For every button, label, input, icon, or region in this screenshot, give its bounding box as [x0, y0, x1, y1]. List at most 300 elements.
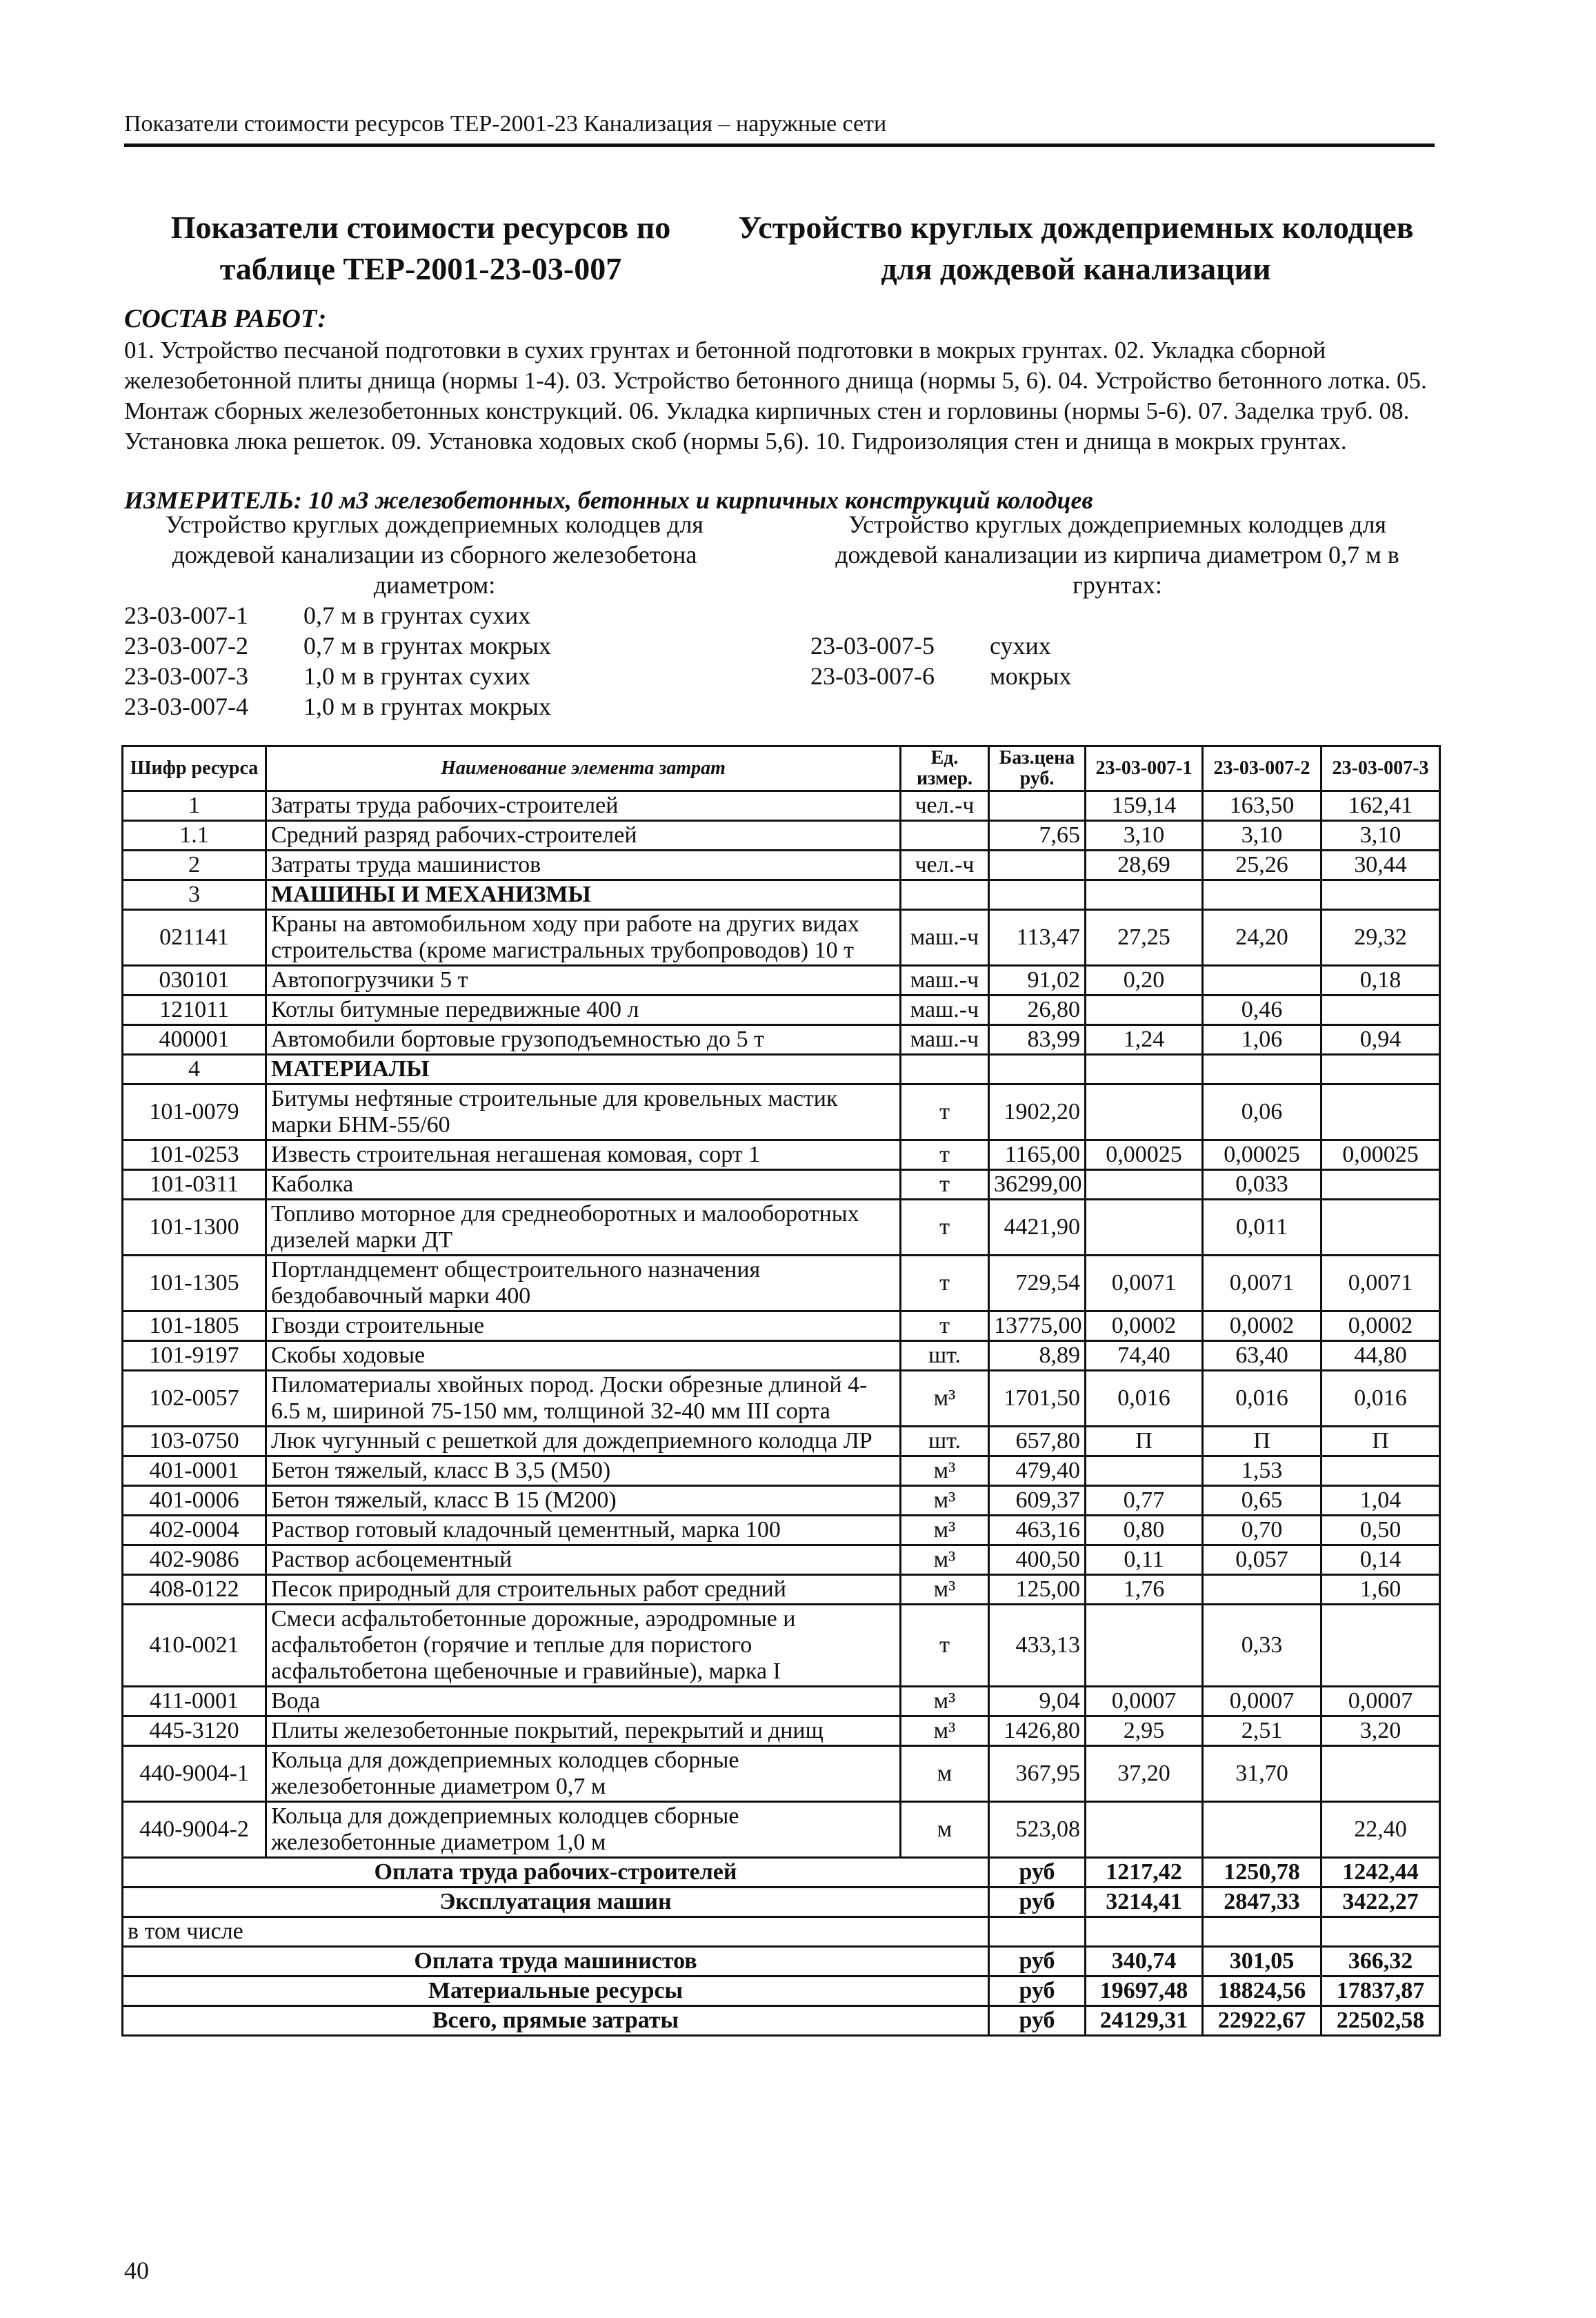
summary-norm-2-cell: 301,05	[1203, 1947, 1321, 1977]
norm-1-value-cell	[1086, 1200, 1203, 1256]
base-price-cell: 1165,00	[989, 1140, 1086, 1170]
resource-code-cell: 101-0079	[123, 1084, 266, 1140]
summary-row	[123, 1947, 1440, 1977]
resource-code-cell: 103-0750	[123, 1427, 266, 1456]
norm-3-value-cell: 22,40	[1321, 1802, 1440, 1858]
norm-3-value-cell: 1,04	[1321, 1486, 1440, 1516]
norm-code: 23-03-007-2	[124, 632, 248, 660]
resource-name-cell: Раствор асбоцементный	[266, 1545, 901, 1575]
unit-cell	[901, 821, 989, 851]
resource-code-cell: 021141	[123, 910, 266, 966]
resource-name-cell: Кольца для дождеприемных колодцев сборные железобетонные диаметром 1,0 м	[266, 1802, 901, 1858]
table-row	[123, 1200, 1440, 1256]
resource-code-cell: 400001	[123, 1025, 266, 1055]
norm-1-value-cell: 74,40	[1086, 1341, 1203, 1371]
table-row	[123, 1687, 1440, 1716]
base-price-cell: 400,50	[989, 1545, 1086, 1575]
base-price-cell: 433,13	[989, 1605, 1086, 1687]
resource-code-cell: 401-0006	[123, 1486, 266, 1516]
norm-code: 23-03-007-4	[124, 693, 248, 720]
unit-cell: шт.	[901, 1341, 989, 1371]
unit-cell	[901, 1055, 989, 1084]
base-price-cell	[989, 791, 1086, 821]
unit-cell: маш.-ч	[901, 910, 989, 966]
resource-name-cell: Автопогрузчики 5 т	[266, 966, 901, 995]
work-composition-text: 01. Устройство песчаной подготовки в сухих грунтах и бетонной подготовки в мокрых грунтах. 02. Укладка сборной железобетонной плиты днища (нормы 1-4). 03. Устройство бетонного днища (нормы 5, 6). 04. Устройство бетонного лотка. 05. Монтаж сборных железобетонных конструкций. 06. Укладка кирпичных стен и горловины (нормы 5-6). 07. Заделка труб. 08. Установка люка решеток. 09. Установка ходовых скоб (нормы 5,6). 10. Гидроизоляция стен и днища в мокрых грунтах.	[124, 337, 1427, 455]
norm-1-value-cell	[1086, 995, 1203, 1025]
unit-cell: м³	[901, 1575, 989, 1605]
norm-3-value-cell: 3,20	[1321, 1716, 1440, 1746]
norm-3-value-cell	[1321, 880, 1440, 910]
header-rule	[124, 143, 1435, 147]
norm-2-value-cell: 0,0002	[1203, 1311, 1321, 1341]
norm-2-value-cell	[1203, 966, 1321, 995]
summary-norm-2-cell: 2847,33	[1203, 1888, 1321, 1917]
norm-2-value-cell: 0,65	[1203, 1486, 1321, 1516]
base-price-cell: 1902,20	[989, 1084, 1086, 1140]
norm-1-value-cell: 27,25	[1086, 910, 1203, 966]
unit-cell: м³	[901, 1371, 989, 1427]
summary-unit-cell: руб	[989, 2006, 1086, 2036]
norm-2-value-cell: 0,011	[1203, 1200, 1321, 1256]
resource-name-cell: МАТЕРИАЛЫ	[266, 1055, 901, 1084]
norm-code-list-left	[124, 600, 551, 722]
norm-1-value-cell	[1086, 1055, 1203, 1084]
norm-3-value-cell: 0,0002	[1321, 1311, 1440, 1341]
resource-code-cell: 1.1	[123, 821, 266, 851]
norm-2-value-cell: 0,33	[1203, 1605, 1321, 1687]
norm-1-value-cell: 3,10	[1086, 821, 1203, 851]
header-code: Шифр ресурса	[123, 746, 266, 791]
norm-2-value-cell: П	[1203, 1427, 1321, 1456]
header-name: Наименование элемента затрат	[266, 746, 901, 791]
resource-name-cell: МАШИНЫ И МЕХАНИЗМЫ	[266, 880, 901, 910]
norm-2-value-cell: 1,06	[1203, 1025, 1321, 1055]
base-price-cell: 26,80	[989, 995, 1086, 1025]
resource-code-cell: 440-9004-2	[123, 1802, 266, 1858]
resource-name-cell: Портландцемент общестроительного назначения бездобавочный марки 400	[266, 1256, 901, 1311]
unit-cell: м³	[901, 1486, 989, 1516]
norm-1-value-cell	[1086, 1084, 1203, 1140]
unit-cell: м³	[901, 1516, 989, 1545]
summary-label-cell: Эксплуатация машин	[123, 1888, 989, 1917]
resource-code-cell: 101-0311	[123, 1170, 266, 1200]
norm-3-value-cell: 0,016	[1321, 1371, 1440, 1427]
resource-name-cell: Известь строительная негашеная комовая, сорт 1	[266, 1140, 901, 1170]
base-price-cell: 657,80	[989, 1427, 1086, 1456]
norm-description: мокрых	[990, 662, 1072, 690]
table-row	[123, 1716, 1440, 1746]
table-body	[123, 791, 1440, 2036]
base-price-cell	[989, 880, 1086, 910]
resource-name-cell: Песок природный для строительных работ средний	[266, 1575, 901, 1605]
base-price-cell: 609,37	[989, 1486, 1086, 1516]
resource-code-cell: 1	[123, 791, 266, 821]
norm-code: 23-03-007-5	[810, 632, 935, 660]
resource-code-cell: 101-1305	[123, 1256, 266, 1311]
summary-label-cell: Оплата труда машинистов	[123, 1947, 989, 1977]
unit-cell: т	[901, 1084, 989, 1140]
table-row	[123, 1575, 1440, 1605]
summary-unit-cell: руб	[989, 1947, 1086, 1977]
norm-3-value-cell	[1321, 1170, 1440, 1200]
summary-norm-1-cell	[1086, 1917, 1203, 1947]
base-price-cell: 7,65	[989, 821, 1086, 851]
table-row	[123, 995, 1440, 1025]
resource-code-cell: 121011	[123, 995, 266, 1025]
resource-code-cell: 408-0122	[123, 1575, 266, 1605]
resource-name-cell: Раствор готовый кладочный цементный, марка 100	[266, 1516, 901, 1545]
table-row	[123, 1486, 1440, 1516]
group-heading-brick: Устройство круглых дождеприемных колодцев для дождевой канализации из кирпича диаметром 0,7 м в грунтах:	[835, 511, 1399, 599]
base-price-cell: 367,95	[989, 1746, 1086, 1802]
norm-3-value-cell	[1321, 1605, 1440, 1687]
base-price-cell: 9,04	[989, 1687, 1086, 1716]
norm-3-value-cell	[1321, 1456, 1440, 1486]
norm-1-value-cell: 0,0071	[1086, 1256, 1203, 1311]
resource-name-cell: Автомобили бортовые грузоподъемностью до 5 т	[266, 1025, 901, 1055]
table-row	[123, 1746, 1440, 1802]
summary-label-cell: Оплата труда рабочих-строителей	[123, 1858, 989, 1888]
table-row	[123, 1605, 1440, 1687]
resource-name-cell: Средний разряд рабочих-строителей	[266, 821, 901, 851]
norm-3-value-cell: 162,41	[1321, 791, 1440, 821]
resource-code-cell: 3	[123, 880, 266, 910]
resource-name-cell: Битумы нефтяные строительные для кровельных мастик марки БНМ-55/60	[266, 1084, 901, 1140]
unit-cell: т	[901, 1140, 989, 1170]
norm-2-value-cell	[1203, 880, 1321, 910]
norm-2-value-cell	[1203, 1055, 1321, 1084]
norm-code: 23-03-007-6	[810, 662, 935, 690]
summary-norm-3-cell: 3422,27	[1321, 1888, 1440, 1917]
table-row	[123, 1371, 1440, 1427]
header-unit: Ед. измер.	[901, 746, 989, 791]
unit-cell: м³	[901, 1687, 989, 1716]
unit-cell: маш.-ч	[901, 1025, 989, 1055]
summary-norm-1-cell: 340,74	[1086, 1947, 1203, 1977]
document-subtitle: Устройство круглых дождеприемных колодцев для дождевой канализации	[738, 210, 1414, 286]
summary-label-cell: в том числе	[123, 1917, 989, 1947]
summary-norm-1-cell: 24129,31	[1086, 2006, 1203, 2036]
base-price-cell: 729,54	[989, 1256, 1086, 1311]
norm-1-value-cell: П	[1086, 1427, 1203, 1456]
table-row	[123, 1456, 1440, 1486]
norm-1-value-cell	[1086, 880, 1203, 910]
table-row	[123, 821, 1440, 851]
table-row	[123, 791, 1440, 821]
table-row	[123, 1140, 1440, 1170]
summary-norm-1-cell: 19697,48	[1086, 1977, 1203, 2006]
table-row	[123, 1170, 1440, 1200]
resource-name-cell: Пиломатериалы хвойных пород. Доски обрезные длиной 4-6.5 м, шириной 75-150 мм, толщиной 32-40 мм III сорта	[266, 1371, 901, 1427]
norm-2-value-cell	[1203, 1575, 1321, 1605]
summary-norm-2-cell: 1250,78	[1203, 1858, 1321, 1888]
resource-code-cell: 2	[123, 851, 266, 880]
header-col-3: 23-03-007-3	[1321, 746, 1440, 791]
group-heading-precast: Устройство круглых дождеприемных колодцев для дождевой канализации из сборного железобетона диаметром:	[166, 511, 704, 599]
unit-cell: м	[901, 1802, 989, 1858]
unit-cell: т	[901, 1200, 989, 1256]
norm-2-value-cell: 0,016	[1203, 1371, 1321, 1427]
norm-2-value-cell: 1,53	[1203, 1456, 1321, 1486]
resource-name-cell: Смеси асфальтобетонные дорожные, аэродромные и асфальтобетон (горячие и теплые для пористого асфальтобетона щебеночные и гравийные), марка I	[266, 1605, 901, 1687]
norm-code-row	[124, 600, 551, 631]
summary-label-cell: Всего, прямые затраты	[123, 2006, 989, 2036]
table-row	[123, 910, 1440, 966]
norm-3-value-cell: 44,80	[1321, 1341, 1440, 1371]
base-price-cell: 479,40	[989, 1456, 1086, 1486]
norm-3-value-cell: 0,00025	[1321, 1140, 1440, 1170]
norm-2-value-cell: 2,51	[1203, 1716, 1321, 1746]
norm-3-value-cell: 3,10	[1321, 821, 1440, 851]
norm-2-value-cell: 0,0007	[1203, 1687, 1321, 1716]
measurement-unit-line: ИЗМЕРИТЕЛЬ: 10 м3 железобетонных, бетонных и кирпичных конструкций колодцев	[124, 486, 1093, 514]
norm-code-row	[124, 631, 551, 661]
page-number: 40	[124, 2257, 149, 2284]
norm-3-value-cell	[1321, 1746, 1440, 1802]
norm-1-value-cell: 28,69	[1086, 851, 1203, 880]
norm-code-row	[124, 661, 551, 691]
norm-2-value-cell: 0,057	[1203, 1545, 1321, 1575]
base-price-cell: 83,99	[989, 1025, 1086, 1055]
unit-cell: т	[901, 1170, 989, 1200]
resource-name-cell: Краны на автомобильном ходу при работе на других видах строительства (кроме магистральных трубопроводов) 10 т	[266, 910, 901, 966]
summary-label-cell: Материальные ресурсы	[123, 1977, 989, 2006]
base-price-cell: 1426,80	[989, 1716, 1086, 1746]
resource-name-cell: Затраты труда машинистов	[266, 851, 901, 880]
base-price-cell: 8,89	[989, 1341, 1086, 1371]
resource-name-cell: Люк чугунный с решеткой для дождеприемного колодца ЛР	[266, 1427, 901, 1456]
table-row	[123, 1084, 1440, 1140]
resource-code-cell: 401-0001	[123, 1456, 266, 1486]
norm-description: сухих	[990, 632, 1051, 660]
norm-code: 23-03-007-3	[124, 662, 248, 690]
running-header: Показатели стоимости ресурсов ТЕР-2001-23 Канализация – наружные сети	[124, 111, 887, 137]
norm-2-value-cell: 31,70	[1203, 1746, 1321, 1802]
table-row	[123, 851, 1440, 880]
table-header-row	[123, 746, 1440, 791]
summary-row	[123, 2006, 1440, 2036]
resource-code-cell: 4	[123, 1055, 266, 1084]
norm-1-value-cell: 37,20	[1086, 1746, 1203, 1802]
table-row	[123, 1256, 1440, 1311]
resource-name-cell: Гвозди строительные	[266, 1311, 901, 1341]
resource-name-cell: Топливо моторное для среднеоборотных и малооборотных дизелей марки ДТ	[266, 1200, 901, 1256]
resource-cost-table	[121, 745, 1441, 2037]
norm-1-value-cell	[1086, 1456, 1203, 1486]
table-row	[123, 880, 1440, 910]
resource-code-cell: 440-9004-1	[123, 1746, 266, 1802]
norm-3-value-cell: 0,18	[1321, 966, 1440, 995]
work-composition-label: СОСТАВ РАБОТ:	[124, 304, 327, 333]
norm-3-value-cell: 1,60	[1321, 1575, 1440, 1605]
resource-code-cell: 102-0057	[123, 1371, 266, 1427]
unit-cell: м³	[901, 1456, 989, 1486]
summary-row	[123, 1858, 1440, 1888]
table-row	[123, 1545, 1440, 1575]
unit-cell: маш.-ч	[901, 995, 989, 1025]
resource-name-cell: Бетон тяжелый, класс В 15 (М200)	[266, 1486, 901, 1516]
summary-norm-2-cell	[1203, 1917, 1321, 1947]
resource-name-cell: Вода	[266, 1687, 901, 1716]
table-row	[123, 1311, 1440, 1341]
norm-2-value-cell: 0,0071	[1203, 1256, 1321, 1311]
unit-cell: м³	[901, 1716, 989, 1746]
summary-row	[123, 1917, 1440, 1947]
document-title: Показатели стоимости ресурсов по таблице ТЕР-2001-23-03-007	[170, 210, 671, 286]
norm-1-value-cell: 1,76	[1086, 1575, 1203, 1605]
summary-unit-cell: руб	[989, 1858, 1086, 1888]
norm-description: 0,7 м в грунтах сухих	[303, 602, 531, 629]
norm-3-value-cell: П	[1321, 1427, 1440, 1456]
norm-code-list-right	[810, 631, 1071, 691]
norm-2-value-cell: 163,50	[1203, 791, 1321, 821]
unit-cell: м	[901, 1746, 989, 1802]
norm-3-value-cell: 0,94	[1321, 1025, 1440, 1055]
summary-row	[123, 1977, 1440, 2006]
table-row	[123, 1341, 1440, 1371]
unit-cell: т	[901, 1311, 989, 1341]
norm-1-value-cell: 0,016	[1086, 1371, 1203, 1427]
summary-norm-3-cell: 17837,87	[1321, 1977, 1440, 2006]
base-price-cell: 91,02	[989, 966, 1086, 995]
summary-unit-cell: руб	[989, 1977, 1086, 2006]
unit-cell	[901, 880, 989, 910]
norm-1-value-cell: 1,24	[1086, 1025, 1203, 1055]
norm-1-value-cell	[1086, 1170, 1203, 1200]
header-col-1: 23-03-007-1	[1086, 746, 1203, 791]
resource-name-cell: Плиты железобетонные покрытий, перекрытий и днищ	[266, 1716, 901, 1746]
resource-code-cell: 101-1300	[123, 1200, 266, 1256]
norm-2-value-cell: 0,06	[1203, 1084, 1321, 1140]
base-price-cell	[989, 1055, 1086, 1084]
unit-cell: маш.-ч	[901, 966, 989, 995]
norm-1-value-cell: 0,20	[1086, 966, 1203, 995]
norm-2-value-cell: 63,40	[1203, 1341, 1321, 1371]
norm-code: 23-03-007-1	[124, 602, 248, 629]
resource-code-cell: 030101	[123, 966, 266, 995]
norm-description: 1,0 м в грунтах сухих	[303, 662, 531, 690]
norm-3-value-cell: 29,32	[1321, 910, 1440, 966]
norm-3-value-cell	[1321, 1055, 1440, 1084]
summary-norm-2-cell: 18824,56	[1203, 1977, 1321, 2006]
norm-code-row	[124, 691, 551, 722]
resource-code-cell: 445-3120	[123, 1716, 266, 1746]
resource-code-cell: 101-1805	[123, 1311, 266, 1341]
norm-2-value-cell: 24,20	[1203, 910, 1321, 966]
table-row	[123, 966, 1440, 995]
resource-name-cell: Котлы битумные передвижные 400 л	[266, 995, 901, 1025]
resource-name-cell: Скобы ходовые	[266, 1341, 901, 1371]
norm-1-value-cell: 0,77	[1086, 1486, 1203, 1516]
unit-cell: чел.-ч	[901, 791, 989, 821]
summary-unit-cell: руб	[989, 1888, 1086, 1917]
summary-unit-cell	[989, 1917, 1086, 1947]
norm-1-value-cell: 0,80	[1086, 1516, 1203, 1545]
norm-2-value-cell	[1203, 1802, 1321, 1858]
norm-2-value-cell: 3,10	[1203, 821, 1321, 851]
norm-3-value-cell: 0,0071	[1321, 1256, 1440, 1311]
table-row	[123, 1025, 1440, 1055]
norm-1-value-cell: 0,00025	[1086, 1140, 1203, 1170]
resource-code-cell: 101-0253	[123, 1140, 266, 1170]
norm-code-row	[810, 631, 1071, 661]
unit-cell: т	[901, 1256, 989, 1311]
norm-3-value-cell: 0,14	[1321, 1545, 1440, 1575]
unit-cell: чел.-ч	[901, 851, 989, 880]
base-price-cell: 463,16	[989, 1516, 1086, 1545]
header-col-2: 23-03-007-2	[1203, 746, 1321, 791]
base-price-cell: 1701,50	[989, 1371, 1086, 1427]
resource-code-cell: 411-0001	[123, 1687, 266, 1716]
unit-cell: шт.	[901, 1427, 989, 1456]
summary-norm-3-cell: 22502,58	[1321, 2006, 1440, 2036]
norm-code-row	[810, 661, 1071, 691]
base-price-cell: 13775,00	[989, 1311, 1086, 1341]
resource-code-cell: 402-0004	[123, 1516, 266, 1545]
norm-3-value-cell: 0,50	[1321, 1516, 1440, 1545]
resource-name-cell: Затраты труда рабочих-строителей	[266, 791, 901, 821]
norm-1-value-cell: 0,0007	[1086, 1687, 1203, 1716]
header-price: Баз.цена руб.	[989, 746, 1086, 791]
resource-code-cell: 402-9086	[123, 1545, 266, 1575]
norm-description: 0,7 м в грунтах мокрых	[303, 632, 551, 660]
table-row	[123, 1427, 1440, 1456]
resource-code-cell: 101-9197	[123, 1341, 266, 1371]
base-price-cell: 125,00	[989, 1575, 1086, 1605]
unit-cell: м³	[901, 1545, 989, 1575]
norm-1-value-cell: 2,95	[1086, 1716, 1203, 1746]
base-price-cell	[989, 851, 1086, 880]
norm-1-value-cell	[1086, 1605, 1203, 1687]
norm-3-value-cell	[1321, 1200, 1440, 1256]
base-price-cell: 4421,90	[989, 1200, 1086, 1256]
norm-3-value-cell: 0,0007	[1321, 1687, 1440, 1716]
norm-1-value-cell	[1086, 1802, 1203, 1858]
resource-name-cell: Кольца для дождеприемных колодцев сборные железобетонные диаметром 0,7 м	[266, 1746, 901, 1802]
summary-norm-1-cell: 3214,41	[1086, 1888, 1203, 1917]
summary-norm-1-cell: 1217,42	[1086, 1858, 1203, 1888]
summary-norm-3-cell: 366,32	[1321, 1947, 1440, 1977]
norm-2-value-cell: 0,033	[1203, 1170, 1321, 1200]
norm-2-value-cell: 0,70	[1203, 1516, 1321, 1545]
resource-code-cell: 410-0021	[123, 1605, 266, 1687]
base-price-cell: 36299,00	[989, 1170, 1086, 1200]
norm-3-value-cell	[1321, 995, 1440, 1025]
table-row	[123, 1516, 1440, 1545]
norm-2-value-cell: 25,26	[1203, 851, 1321, 880]
table-row	[123, 1055, 1440, 1084]
table-row	[123, 1802, 1440, 1858]
resource-name-cell: Бетон тяжелый, класс В 3,5 (М50)	[266, 1456, 901, 1486]
norm-2-value-cell: 0,00025	[1203, 1140, 1321, 1170]
base-price-cell: 523,08	[989, 1802, 1086, 1858]
base-price-cell: 113,47	[989, 910, 1086, 966]
norm-3-value-cell: 30,44	[1321, 851, 1440, 880]
summary-row	[123, 1888, 1440, 1917]
norm-2-value-cell: 0,46	[1203, 995, 1321, 1025]
norm-1-value-cell: 0,11	[1086, 1545, 1203, 1575]
summary-norm-3-cell: 1242,44	[1321, 1858, 1440, 1888]
norm-3-value-cell	[1321, 1084, 1440, 1140]
resource-name-cell: Каболка	[266, 1170, 901, 1200]
norm-1-value-cell: 0,0002	[1086, 1311, 1203, 1341]
norm-description: 1,0 м в грунтах мокрых	[303, 693, 551, 720]
norm-1-value-cell: 159,14	[1086, 791, 1203, 821]
summary-norm-3-cell	[1321, 1917, 1440, 1947]
unit-cell: т	[901, 1605, 989, 1687]
summary-norm-2-cell: 22922,67	[1203, 2006, 1321, 2036]
